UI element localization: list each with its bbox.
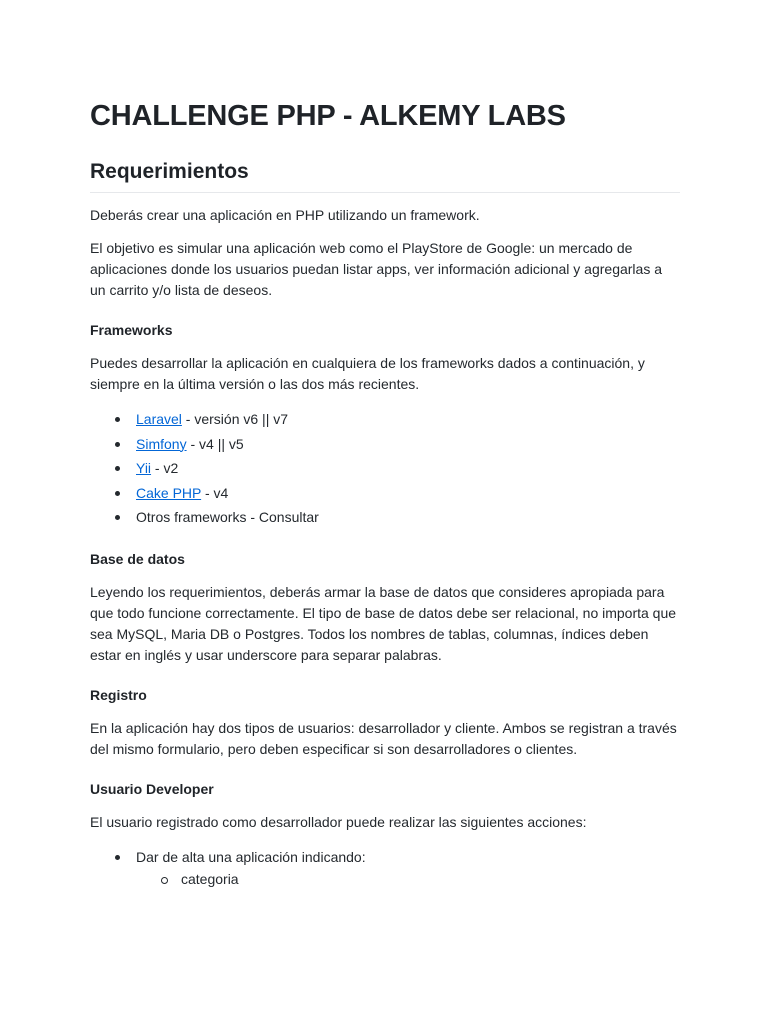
- list-item-yii: [136, 456, 680, 481]
- frameworks-heading: Frameworks: [90, 322, 173, 338]
- developer-heading: Usuario Developer: [90, 780, 214, 797]
- intro-paragraph-1: Deberás crear una aplicación en PHP utilizando un framework.: [90, 207, 480, 223]
- simfony-version: - v4 || v5: [186, 435, 244, 452]
- document-title: CHALLENGE PHP - ALKEMY LABS: [90, 100, 566, 132]
- registro-heading: Registro: [90, 686, 147, 703]
- yii-version: - v2: [151, 460, 179, 476]
- cake-php-link[interactable]: Cake PHP: [136, 484, 202, 501]
- developer-description: El usuario registrado como desarrollador puede realizar las siguientes acciones:: [90, 813, 587, 830]
- list-item-simfony: [136, 432, 680, 457]
- action-1-label: Dar de alta una aplicación indicando:: [136, 848, 366, 865]
- requirements-heading: Requerimientos: [90, 156, 680, 193]
- frameworks-description: Puedes desarrollar la aplicación en cualquiera de los frameworks dados a continuación, y siempre en la última versión o las dos más recientes.: [90, 355, 645, 392]
- laravel-version: - versión v6 || v7: [181, 411, 289, 427]
- frameworks-list: [90, 407, 680, 530]
- intro-paragraph-2: El objetivo es simular una aplicación web como el PlayStore de Google: un mercado de aplicaciones donde los usuarios puedan listar apps, ver información adicional y agregarlas a un carrito y/o lista de deseos.: [90, 240, 663, 298]
- list-item-cake-php: [136, 481, 680, 506]
- sublist-item-categoria: categoria: [181, 869, 680, 889]
- registro-description: En la aplicación hay dos tipos de usuarios: desarrollador y cliente. Ambos se registran a través del mismo formulario, pero deben especificar si son desarrolladores o clientes.: [90, 719, 677, 757]
- list-item-other-frameworks: Otros frameworks - Consultar: [136, 505, 680, 530]
- simfony-link[interactable]: Simfony: [136, 435, 187, 452]
- action-1-sublist: [136, 869, 680, 889]
- developer-actions-list: [90, 845, 680, 890]
- database-description: Leyendo los requerimientos, deberás armar la base de datos que consideres apropiada para que todo funcione correctamente. El tipo de base de datos debe ser relacional, no importa que sea MySQL, Maria DB o Postgres. Todos los nombres de tablas, columnas, índices deben estar en inglés y usar underscore para separar palabras.: [90, 583, 677, 663]
- document-content: [90, 96, 680, 889]
- laravel-link[interactable]: Laravel: [136, 411, 182, 427]
- cake-php-version: - v4: [201, 484, 229, 501]
- list-item-laravel: [136, 407, 680, 432]
- database-heading: Base de datos: [90, 550, 185, 567]
- yii-link[interactable]: Yii: [136, 460, 152, 476]
- list-item-action-1: [136, 845, 680, 890]
